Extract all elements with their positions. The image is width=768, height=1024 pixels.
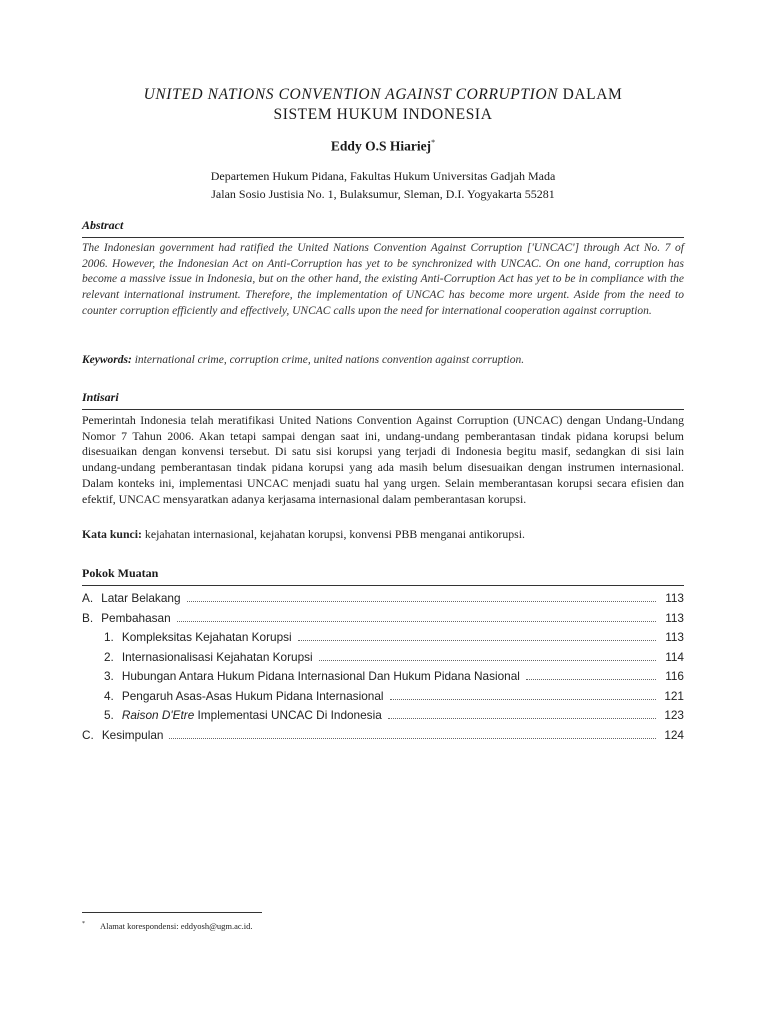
footnote	[82, 921, 253, 931]
author-footnote-mark: *	[431, 138, 436, 147]
toc-item-number: 1.	[104, 630, 114, 644]
footnote-text: Alamat korespondensi: eddyosh@ugm.ac.id.	[100, 921, 253, 931]
toc-item-label: Hubungan Antara Hukum Pidana Internasional Dan Hukum Pidana Nasional	[121, 669, 520, 683]
abstract-keywords	[82, 354, 684, 366]
title-normal: DALAM	[558, 86, 623, 103]
toc-item-page: 113	[665, 591, 684, 605]
toc-item	[82, 591, 684, 611]
affiliation-line1: Departemen Hukum Pidana, Fakultas Hukum Universitas Gadjah Mada	[210, 169, 556, 183]
affiliation	[82, 167, 684, 203]
affiliation-line2: Jalan Sosio Justisia No. 1, Bulaksumur, Sleman, D.I. Yogyakarta 55281	[211, 187, 555, 201]
toc-item-label: Internasionalisasi Kejahatan Korupsi	[121, 649, 313, 664]
toc-leader-dots	[526, 678, 656, 680]
intisari-heading: Intisari	[82, 390, 119, 404]
toc-item-page: 114	[665, 649, 684, 664]
toc-item-number: 2.	[104, 649, 114, 664]
toc-item-label: Kompleksitas Kejahatan Korupsi	[121, 630, 292, 644]
toc-leader-dots	[390, 698, 657, 700]
intisari-text: Pemerintah Indonesia telah meratifikasi United Nations Convention Against Corruption (UNCAC) dengan Undang-Undang Nomor 7 Tahun 2006. Akan tetapi sampai dengan saat ini, undang-undang pemberantasan tindak pidana korupsi belum disesuaikan dengan konvensi tersebut. Di satu sisi korupsi yang terjadi di Indonesia begitu masif, sedangkan di sisi lain undang-undang pemberantasan tindak pidana korupsi yang ada masih belum disesuaikan dengan instrumen internasional. Dalam konteks ini, implementasi UNCAC menjadi suatu hal yang urgen. Selain memberantasan korupsi secara efisien dan efektif, UNCAC mensyaratkan adanya kerjasama internasional dalam pemberantasan korupsi.	[82, 413, 684, 506]
katakunci-value: kejahatan internasional, kejahatan korupsi, konvensi PBB menganai antikorupsi.	[141, 527, 525, 541]
abstract-heading: Abstract	[82, 218, 124, 232]
toc-item-page: 121	[664, 688, 684, 703]
toc-item-page: 113	[665, 610, 684, 625]
abstract-rule	[82, 237, 684, 238]
katakunci-label: Kata kunci:	[82, 527, 142, 541]
toc-rule	[82, 585, 684, 586]
toc-item-page: 123	[664, 708, 684, 722]
toc-item-page: 116	[665, 669, 684, 683]
table-of-contents	[82, 591, 684, 747]
toc-leader-dots	[298, 639, 656, 641]
author	[82, 138, 684, 155]
toc-subitem	[82, 689, 684, 709]
toc-item-label: Pengaruh Asas-Asas Hukum Pidana Internasional	[121, 688, 384, 703]
toc-item-label: Implementasi UNCAC Di Indonesia	[194, 708, 382, 722]
intisari-rule	[82, 409, 684, 410]
toc-leader-dots	[187, 600, 656, 602]
toc-item-number: 4.	[104, 688, 114, 703]
toc-subitem	[82, 669, 684, 689]
toc-item-label-italic: Raison D'Etre	[121, 708, 195, 722]
toc-item	[82, 611, 684, 631]
toc-item	[82, 728, 684, 748]
toc-heading: Pokok Muatan	[82, 566, 159, 580]
footnote-mark: *	[82, 921, 85, 928]
paper-title	[82, 85, 684, 125]
toc-leader-dots	[388, 717, 656, 719]
toc-item-number: 3.	[104, 669, 114, 683]
toc-item-number: 5.	[104, 708, 114, 722]
toc-subitem	[82, 650, 684, 670]
abstract-text: The Indonesian government had ratified the United Nations Convention Against Corruption ['UNCAC'] through Act No. 7 of 2006. However, the Indonesian Act on Anti-Corruption has yet to be synchronized with UNCAC. On one hand, corruption has become a massive issue in Indonesia, but on the other hand, the existing Anti-Corruption Act has yet to be in compliance with the relevant international instrument. Therefore, the implementation of UNCAC has become more urgent. Aside from the need to counter corruption efficiently and effectively, UNCAC calls upon the need for international cooperation against corruption.	[82, 242, 684, 317]
toc-subitem	[82, 708, 684, 728]
toc-item-number: C.	[82, 727, 94, 742]
toc-leader-dots	[169, 737, 656, 739]
footnote-rule	[82, 912, 262, 913]
intisari-keywords	[82, 527, 684, 542]
toc-subitem	[82, 630, 684, 650]
toc-leader-dots	[319, 659, 656, 661]
keywords-label: Keywords:	[82, 354, 132, 366]
title-line2: SISTEM HUKUM INDONESIA	[273, 106, 493, 123]
author-name: Eddy O.S Hiariej	[330, 138, 432, 154]
toc-item-page: 124	[664, 727, 684, 742]
toc-item-label: Kesimpulan	[101, 727, 164, 742]
toc-item-number: A.	[82, 591, 94, 605]
toc-leader-dots	[177, 620, 656, 622]
title-italic: UNITED NATIONS CONVENTION AGAINST CORRUPTION	[143, 86, 559, 103]
toc-item-page: 113	[665, 630, 684, 644]
toc-item-number: B.	[82, 610, 94, 625]
toc-item-label: Latar Belakang	[101, 591, 181, 605]
toc-item-label: Pembahasan	[101, 610, 171, 625]
keywords-value: international crime, corruption crime, united nations convention against corruption.	[131, 354, 525, 366]
